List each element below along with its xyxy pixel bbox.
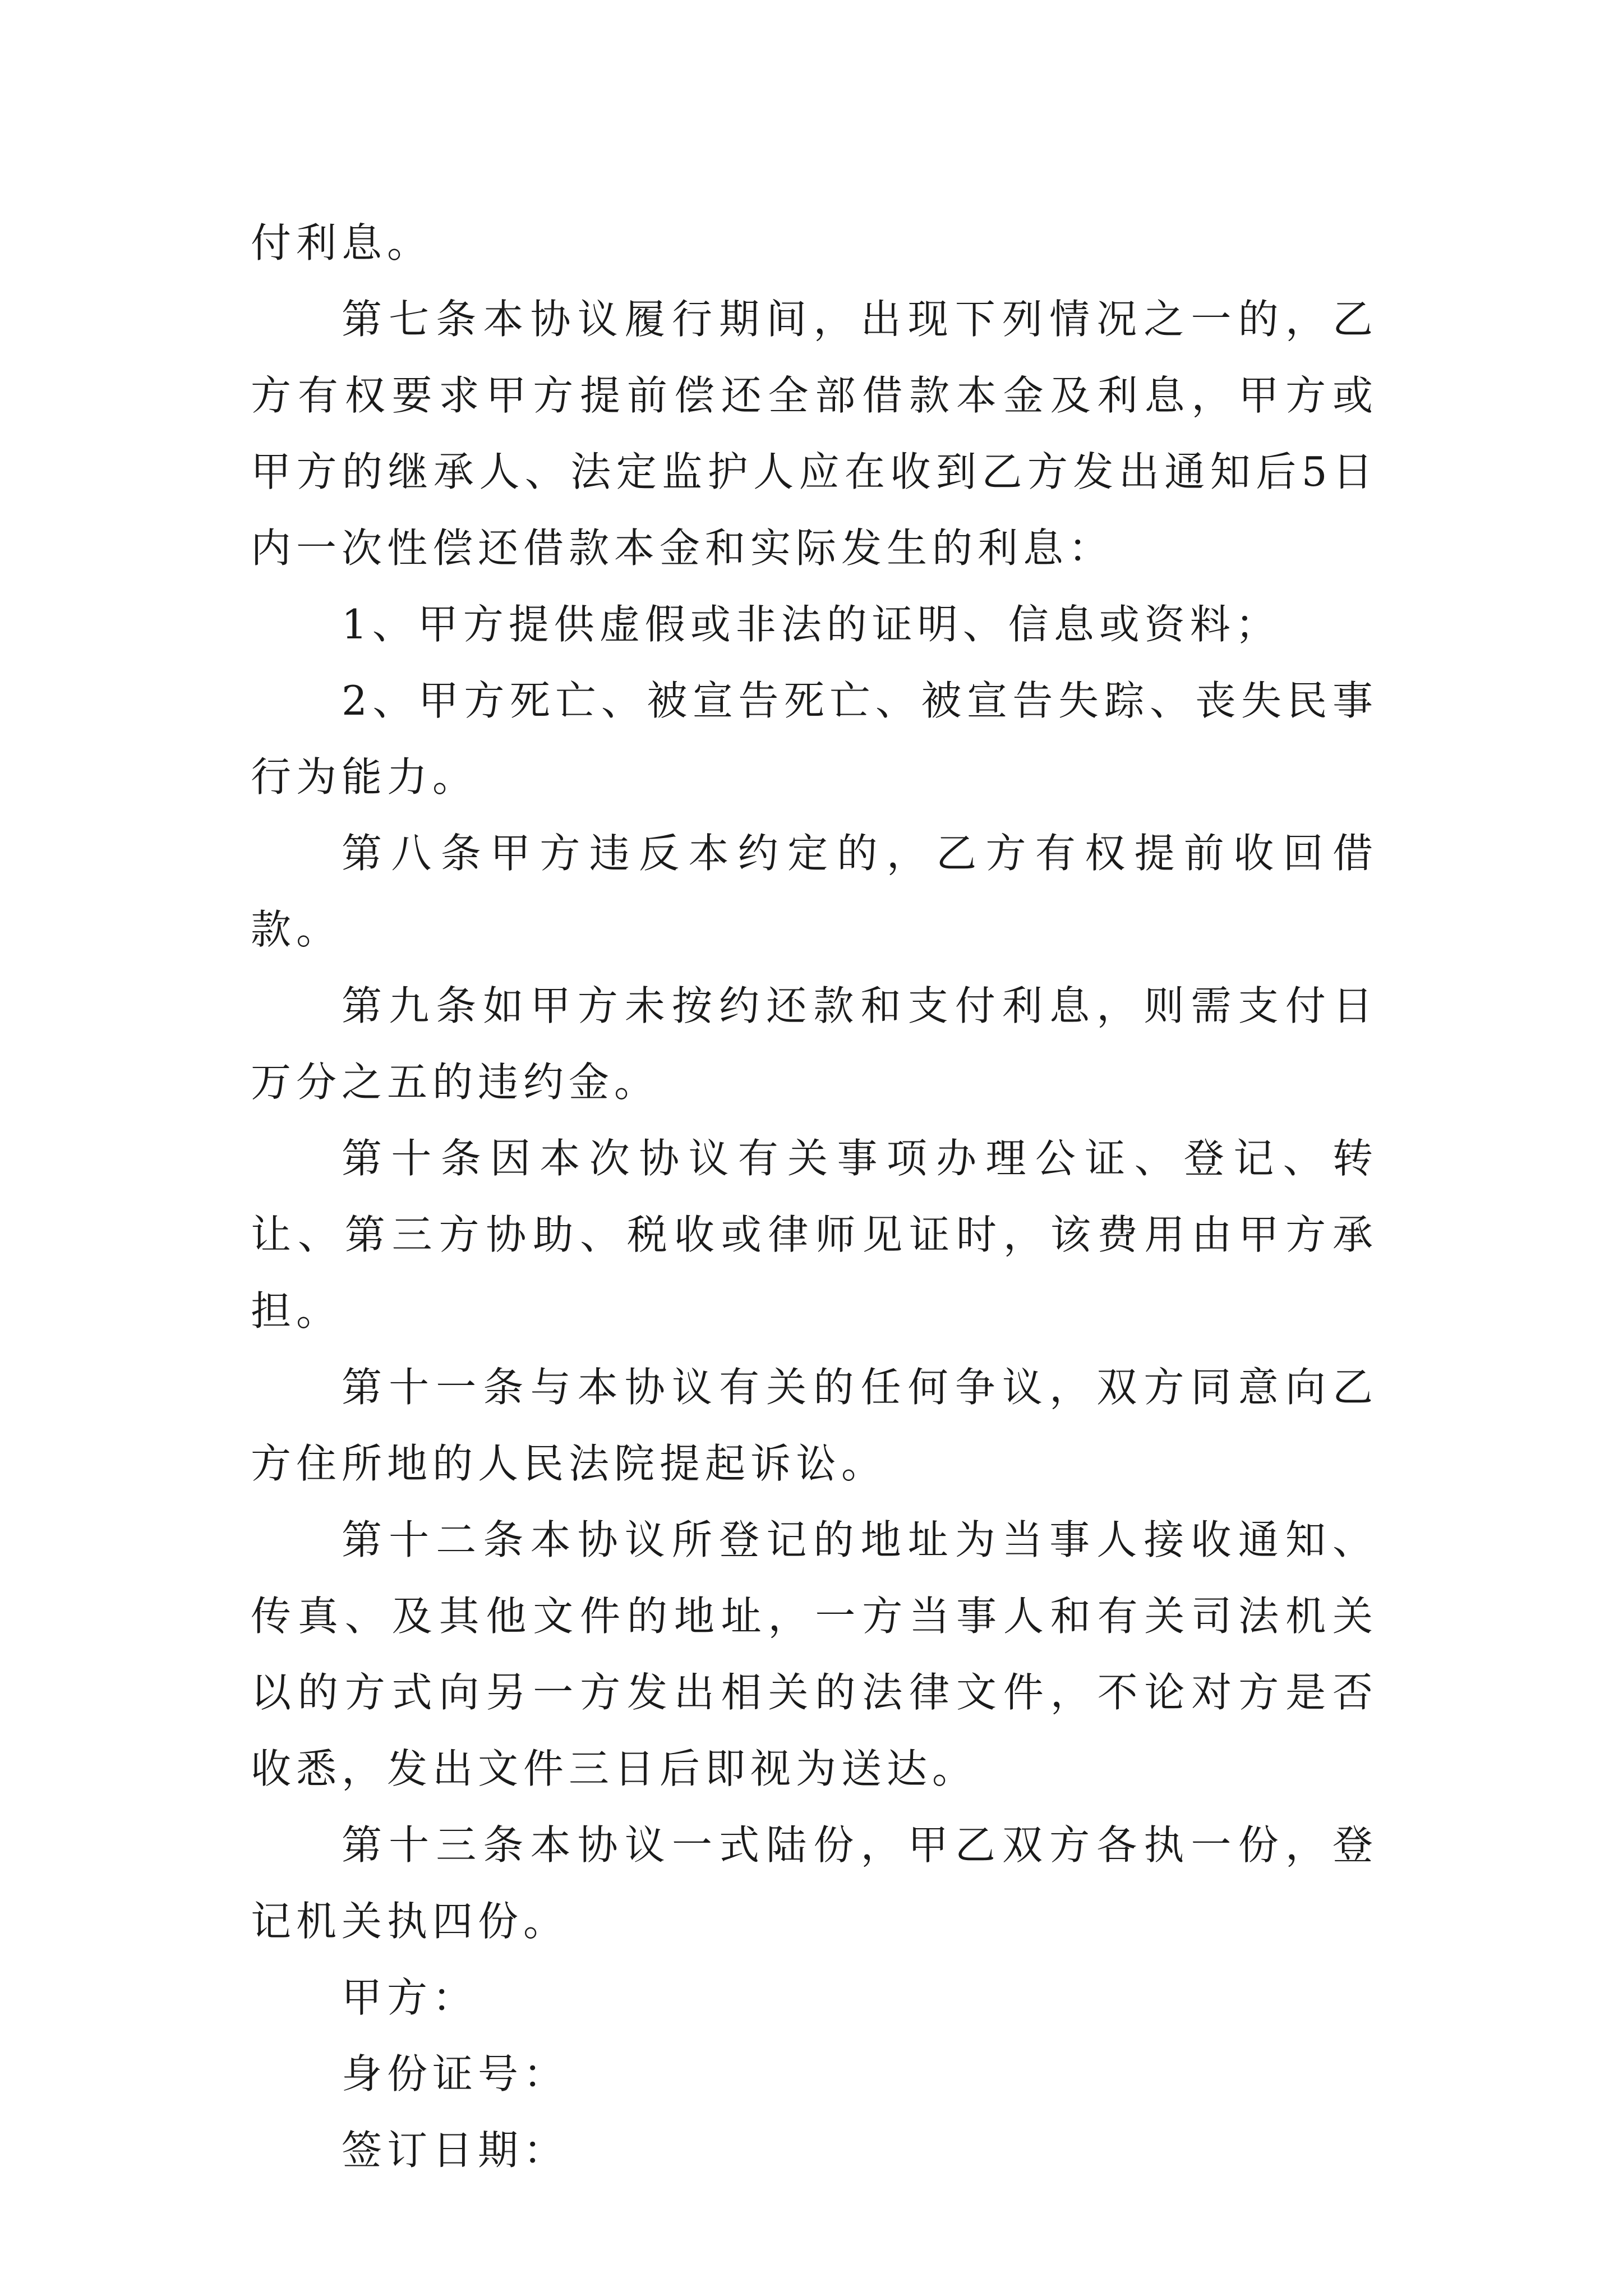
paragraph-article-7: 第七条本协议履行期间，出现下列情况之一的，乙方有权要求甲方提前偿还全部借款本金及利息，甲方或甲方的继承人、法定监护人应在收到乙方发出通知后5日内一次性偿还借款本金和实际发生的利息： bbox=[251, 296, 1378, 572]
paragraph-article-7-item-2: 2、甲方死亡、被宣告死亡、被宣告失踪、丧失民事行为能力。 bbox=[251, 677, 1378, 800]
paragraph-article-10: 第十条因本次协议有关事项办理公证、登记、转让、第三方协助、税收或律师见证时，该费用由甲方承担。 bbox=[251, 1135, 1378, 1335]
signature-party-a: 甲方： bbox=[342, 1974, 478, 2021]
paragraph-article-12: 第十二条本协议所登记的地址为当事人接收通知、传真、及其他文件的地址，一方当事人和有关司法机关以的方式向另一方发出相关的法律文件，不论对方是否收悉，发出文件三日后即视为送达。 bbox=[251, 1516, 1378, 1792]
paragraph-article-8: 第八条甲方违反本约定的，乙方有权提前收回借款。 bbox=[251, 830, 1378, 953]
paragraph-article-11: 第十一条与本协议有关的任何争议，双方同意向乙方住所地的人民法院提起诉讼。 bbox=[251, 1364, 1378, 1487]
paragraph-article-7-item-1: 1、甲方提供虚假或非法的证明、信息或资料； bbox=[342, 601, 1281, 648]
paragraph-article-13: 第十三条本协议一式陆份，甲乙双方各执一份，登记机关执四份。 bbox=[251, 1821, 1378, 1945]
paragraph-continuation: 付利息。 bbox=[251, 219, 433, 266]
paragraph-article-9: 第九条如甲方未按约还款和支付利息，则需支付日万分之五的违约金。 bbox=[251, 982, 1378, 1106]
signature-date: 签订日期： bbox=[342, 2127, 569, 2174]
document-body bbox=[251, 205, 1378, 2188]
signature-id-number: 身份证号： bbox=[342, 2050, 569, 2097]
